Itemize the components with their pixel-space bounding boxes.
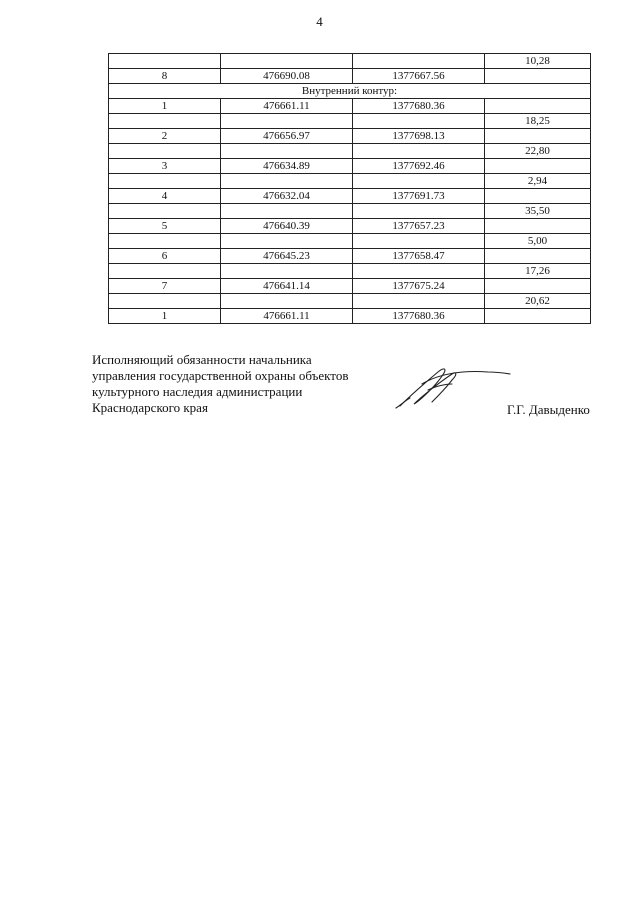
y-coordinate: 1377658.47 (353, 249, 485, 264)
y-coordinate: 1377667.56 (353, 69, 485, 84)
empty-cell (353, 294, 485, 309)
point-number: 3 (109, 159, 221, 174)
empty-cell (109, 204, 221, 219)
x-coordinate: 476661.11 (221, 309, 353, 324)
distance-value: 5,00 (485, 234, 591, 249)
distance-row (109, 204, 591, 219)
point-row (109, 99, 591, 114)
distance-value: 35,50 (485, 204, 591, 219)
point-number: 2 (109, 129, 221, 144)
y-coordinate: 1377691.73 (353, 189, 485, 204)
empty-cell (221, 294, 353, 309)
empty-cell (109, 234, 221, 249)
distance-cell-empty (485, 159, 591, 174)
handwritten-signature-icon (392, 360, 512, 412)
point-number: 7 (109, 279, 221, 294)
x-coordinate: 476661.11 (221, 99, 353, 114)
distance-cell-empty (485, 249, 591, 264)
position-line: Краснодарского края (92, 400, 208, 415)
distance-row (109, 174, 591, 189)
distance-value: 17,26 (485, 264, 591, 279)
empty-cell (109, 174, 221, 189)
point-number: 1 (109, 309, 221, 324)
point-number: 1 (109, 99, 221, 114)
empty-cell (109, 114, 221, 129)
signature-position-block (92, 352, 402, 416)
distance-cell-empty (485, 129, 591, 144)
empty-cell (353, 204, 485, 219)
point-row (109, 189, 591, 204)
position-line: управления государственной охраны объектов (92, 368, 349, 383)
section-title: Внутренний контур: (109, 84, 591, 99)
empty-cell (353, 264, 485, 279)
x-coordinate: 476641.14 (221, 279, 353, 294)
x-coordinate: 476690.08 (221, 69, 353, 84)
distance-cell-empty (485, 99, 591, 114)
distance-cell-empty (485, 219, 591, 234)
position-line: Исполняющий обязанности начальника (92, 352, 312, 367)
distance-value: 18,25 (485, 114, 591, 129)
y-coordinate: 1377698.13 (353, 129, 485, 144)
x-coordinate: 476632.04 (221, 189, 353, 204)
y-coordinate: 1377657.23 (353, 219, 485, 234)
empty-cell (353, 234, 485, 249)
point-number: 4 (109, 189, 221, 204)
distance-row (109, 264, 591, 279)
signer-name: Г.Г. Давыденко (507, 402, 590, 417)
point-row (109, 249, 591, 264)
empty-cell (353, 174, 485, 189)
empty-cell (221, 234, 353, 249)
distance-cell-empty (485, 309, 591, 324)
point-number: 5 (109, 219, 221, 234)
empty-cell (109, 144, 221, 159)
position-line: культурного наследия администрации (92, 384, 303, 399)
section-header-row (109, 84, 591, 99)
distance-row (109, 144, 591, 159)
empty-cell (109, 264, 221, 279)
distance-row (109, 234, 591, 249)
empty-cell (221, 174, 353, 189)
empty-cell (221, 144, 353, 159)
empty-cell (353, 54, 485, 69)
distance-row (109, 294, 591, 309)
page-number: 4 (316, 14, 323, 29)
point-row (109, 69, 591, 84)
point-row (109, 309, 591, 324)
empty-cell (353, 114, 485, 129)
point-number: 8 (109, 69, 221, 84)
y-coordinate: 1377680.36 (353, 99, 485, 114)
coordinates-table (108, 53, 591, 324)
empty-cell (221, 264, 353, 279)
x-coordinate: 476645.23 (221, 249, 353, 264)
distance-cell-empty (485, 69, 591, 84)
y-coordinate: 1377675.24 (353, 279, 485, 294)
point-row (109, 159, 591, 174)
distance-cell-empty (485, 279, 591, 294)
distance-value: 20,62 (485, 294, 591, 309)
distance-value: 22,80 (485, 144, 591, 159)
y-coordinate: 1377692.46 (353, 159, 485, 174)
point-number: 6 (109, 249, 221, 264)
empty-cell (221, 54, 353, 69)
x-coordinate: 476634.89 (221, 159, 353, 174)
x-coordinate: 476640.39 (221, 219, 353, 234)
y-coordinate: 1377680.36 (353, 309, 485, 324)
empty-cell (353, 144, 485, 159)
empty-cell (221, 114, 353, 129)
empty-cell (221, 204, 353, 219)
distance-value: 10,28 (485, 54, 591, 69)
empty-cell (109, 54, 221, 69)
point-row (109, 129, 591, 144)
distance-row (109, 114, 591, 129)
point-row (109, 219, 591, 234)
distance-value: 2,94 (485, 174, 591, 189)
x-coordinate: 476656.97 (221, 129, 353, 144)
distance-cell-empty (485, 189, 591, 204)
point-row (109, 279, 591, 294)
empty-cell (109, 294, 221, 309)
distance-row (109, 54, 591, 69)
